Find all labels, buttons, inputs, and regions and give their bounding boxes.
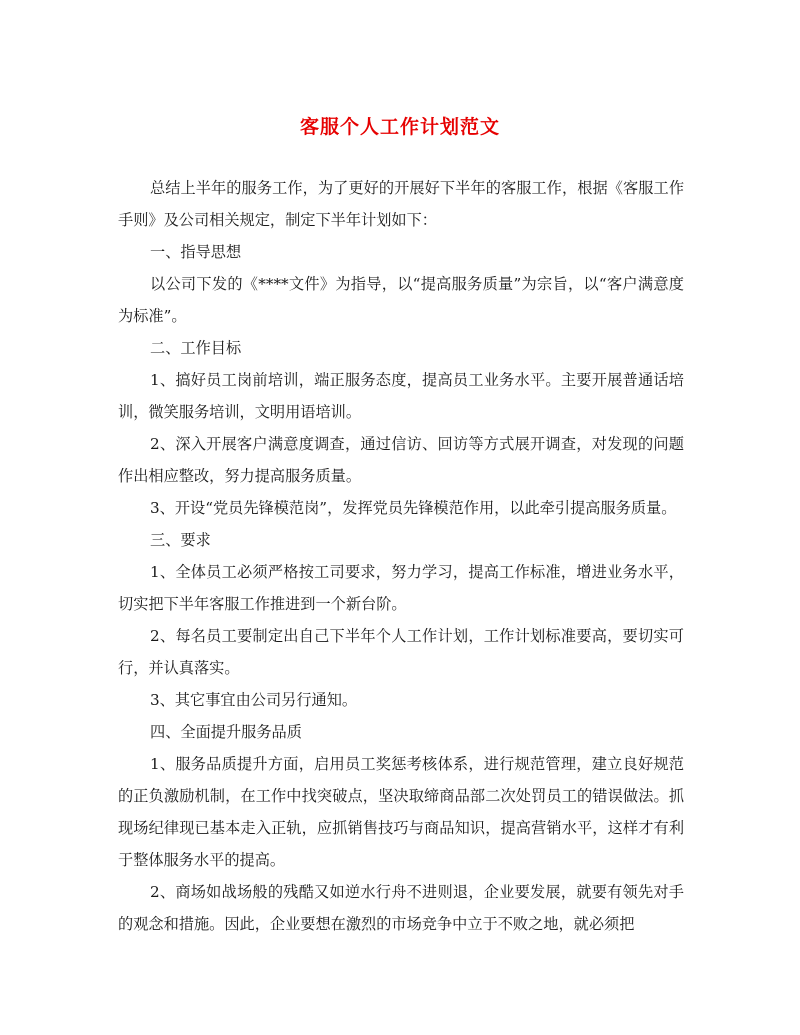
list-item: 3、其它事宜由公司另行通知。 [150, 691, 358, 709]
list-item: 1、搞好员工岗前培训，端正服务态度，提高员工业务水平。主要开展普通话培训，微笑服务培训，文明用语培训。 [118, 371, 684, 421]
section-heading-guiding-ideology: 一、指导思想 [150, 243, 242, 261]
intro-paragraph: 总结上半年的服务工作，为了更好的开展好下半年的客服工作，根据《客服工作手则》及公司相关规定，制定下半年计划如下： [118, 179, 684, 229]
list-item: 2、商场如战场般的残酷又如逆水行舟不进则退，企业要发展，就要有领先对手的观念和措施。因此，企业要想在激烈的市场竞争中立于不败之地，就必须把 [118, 883, 684, 933]
list-item: 2、深入开展客户满意度调查，通过信访、回访等方式展开调查，对发现的问题作出相应整改，努力提高服务质量。 [118, 435, 684, 485]
document-body [118, 172, 684, 940]
section-heading-work-goals: 二、工作目标 [150, 339, 242, 357]
list-item: 3、开设“党员先锋模范岗”，发挥党员先锋模范作用，以此牵引提高服务质量。 [150, 499, 677, 517]
section-heading-requirements: 三、要求 [150, 531, 211, 549]
document-title: 客服个人工作计划范文 [299, 116, 500, 138]
section-heading-service-quality: 四、全面提升服务品质 [150, 723, 302, 741]
list-item: 2、每名员工要制定出自己下半年个人工作计划，工作计划标准要高，要切实可行，并认真落实。 [118, 627, 684, 677]
list-item: 1、全体员工必须严格按工司要求，努力学习，提高工作标准，增进业务水平，切实把下半年客服工作推进到一个新台阶。 [118, 563, 684, 613]
list-item: 1、服务品质提升方面，启用员工奖惩考核体系，进行规范管理，建立良好规范的正负激励机制，在工作中找突破点，坚决取缔商品部二次处罚员工的错误做法。抓现场纪律现已基本走入正轨，应抓销售技巧与商品知识，提高营销水平，这样才有利于整体服务水平的提高。 [118, 755, 684, 869]
paragraph: 以公司下发的《****文件》为指导，以“提高服务质量”为宗旨，以“客户满意度为标准”。 [118, 275, 684, 325]
